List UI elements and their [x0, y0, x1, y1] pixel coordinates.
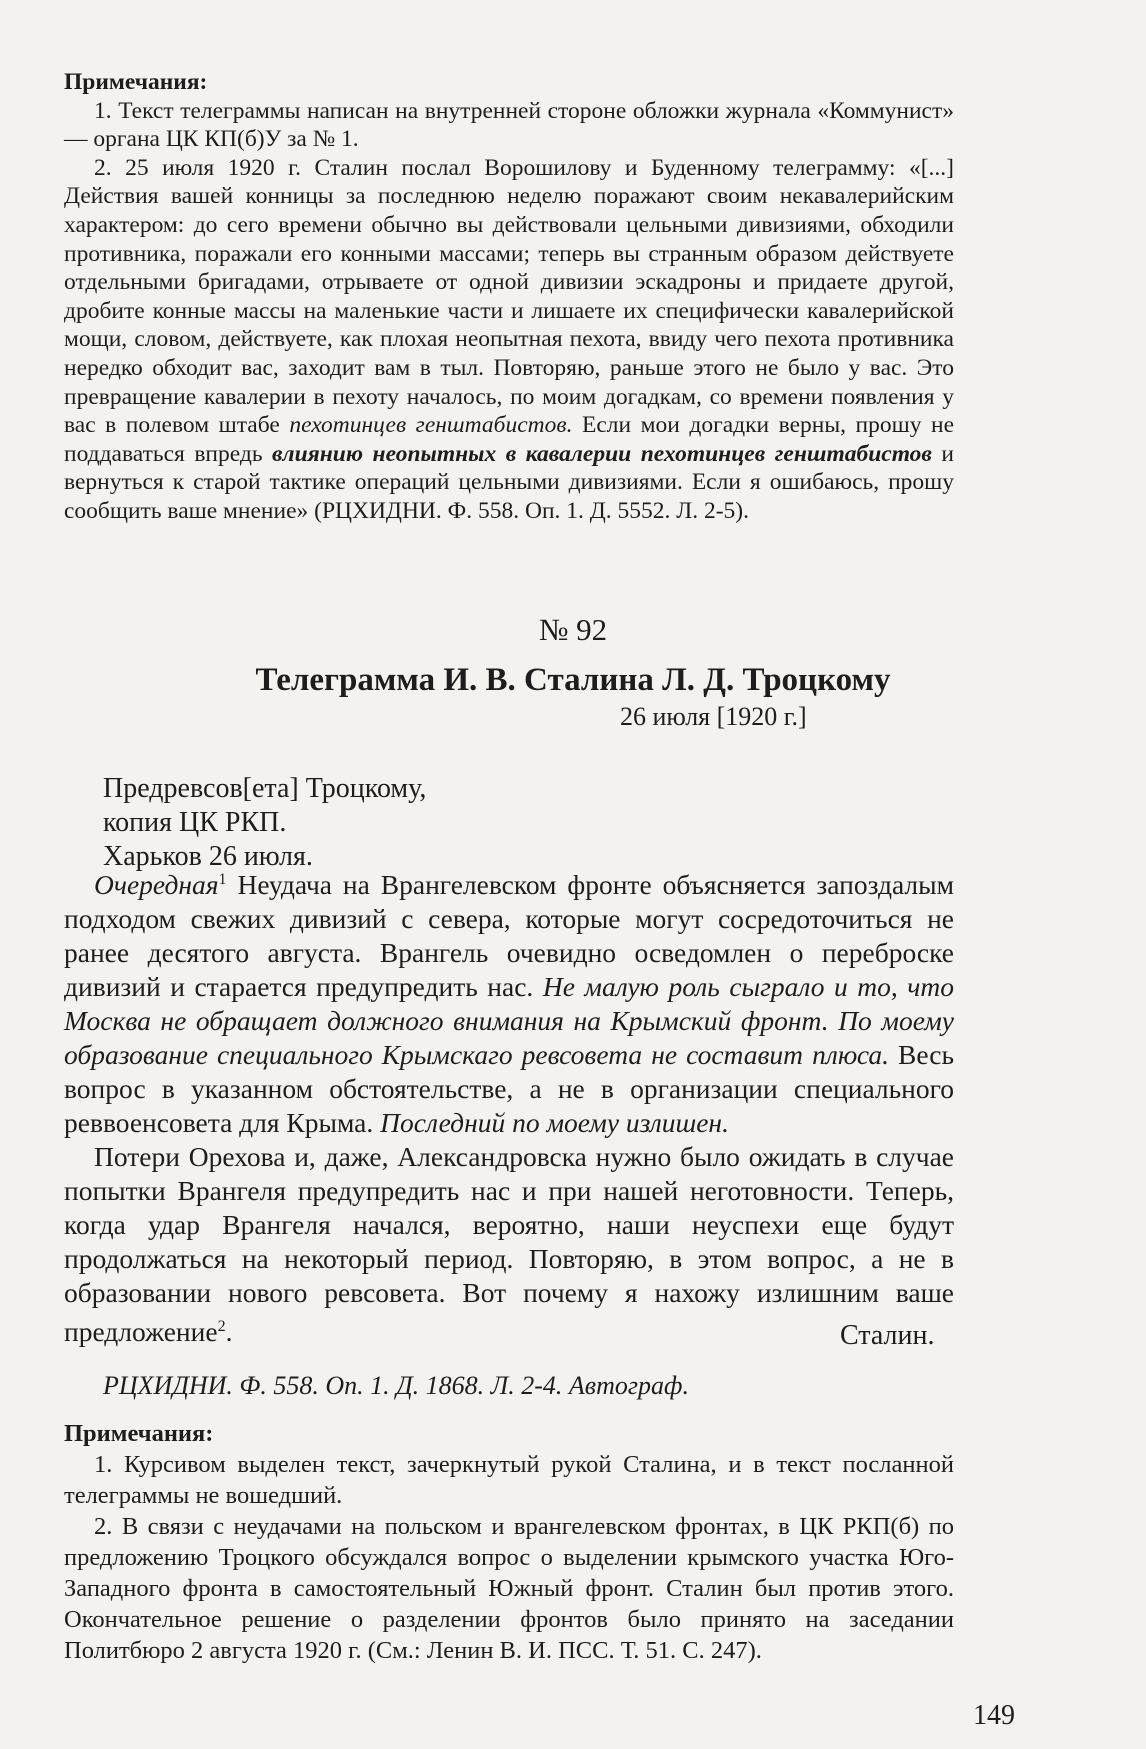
- document-number: № 92: [538, 612, 608, 647]
- document-date: 26 июля [1920 г.]: [620, 702, 807, 731]
- struck-word: Очередная: [94, 869, 219, 901]
- note-bottom-2: 2. В связи с неудачами на польском и врангелевском фронтах, в ЦК РКП(б) по предложению Троцкого обсуждался вопрос о выделении крымского участка Юго-Западного фронта в самостоятельный Южный фронт. Сталин был против этого. Окончательное решение о разделении фронтов было принято на заседании Политбюро 2 августа 1920 г. (См.: Ленин В. И. ПСС. Т. 51. С. 247).: [64, 1513, 954, 1664]
- copy-to: копия ЦК РКП.: [103, 807, 287, 838]
- p1-text: Неудача на Врангелевском фронте объясняется запоздалым подходом свежих дивизий с севера, которые могут сосредоточиться не ранее десятого августа. Врангель очевидно осведомлен о переброске дивизий и старается предупредить нас.: [64, 869, 954, 1003]
- note-2-text: 2. 25 июля 1920 г. Сталин послал Ворошилову и Буденному телеграмму: «[...] Действия вашей конницы за последнюю неделю поражают своим некавалерийским характером: до сего времени обычно вы действовали цельными дивизиями, обходили противника, поражали его конными массами; теперь вы странным образом действуете отдельными бригадами, отрываете от одной дивизии эскадроны и придаете другой, дробите конные массы на маленькие части и лишаете их специфически кавалерийской мощи, словом, действуете, как плохая неопытная пехота, ввиду чего пехота противника нередко обходит вас, заходит вам в тыл. Повторяю, раньше этого не было у вас. Это превращение кавалерии в пехоту началось, по моим догадкам, со времени появления у вас в полевом штабе: [64, 154, 954, 439]
- note-2-tail: и вернуться к старой тактике операций цельными дивизиями. Если я ошибаюсь, прошу сообщить ваше мнение» (РЦХИДНИ. Ф. 558. Оп. 1. Д. 5552. Л. 2-5).: [64, 440, 954, 524]
- note-2-italic-2: влиянию неопытных в кавалерии пехотинцев генштабистов: [272, 440, 932, 467]
- page-number: 149: [973, 1700, 1015, 1731]
- p1-struck-text-2: Последний по моему излишен.: [380, 1107, 729, 1139]
- note-bottom-1: 1. Курсивом выделен текст, зачеркнутый рукой Сталина, и в текст посланной телеграммы не вошедший.: [64, 1451, 954, 1509]
- notes-bottom-heading: Примечания:: [64, 1420, 214, 1447]
- notes-top: [64, 68, 954, 526]
- notes-top-heading: Примечания:: [64, 69, 208, 95]
- footnote-ref-1: 1: [218, 871, 227, 888]
- note-2: [64, 154, 954, 526]
- telegram-paragraph-2: [64, 1140, 954, 1349]
- notes-bottom: [64, 1418, 954, 1666]
- p2-end: .: [225, 1316, 233, 1348]
- document-title: Телеграмма И. В. Сталина Л. Д. Троцкому: [255, 662, 891, 698]
- signature: Сталин.: [840, 1320, 935, 1351]
- footnote-ref-2: 2: [217, 1318, 226, 1336]
- p1-struck-text: Не малую роль сыграло и то, что Москва не обращает должного внимания на Крымский фронт. По моему образование специального Крымскаго ревсовета не составит плюса.: [64, 971, 954, 1071]
- telegram-body: [64, 863, 954, 1349]
- note-1: 1. Текст телеграммы написан на внутренней стороне обложки журнала «Коммунист» — органа ЦК КП(б)У за № 1.: [64, 97, 954, 153]
- telegram-paragraph-1: [64, 863, 954, 1140]
- place-date: Харьков 26 июля.: [103, 841, 313, 872]
- p1-text-2: Весь вопрос в указанном обстоятельстве, а не в организации специального реввоенсовета для Крыма.: [64, 1039, 954, 1139]
- note-2-mid: Если мои догадки верны, прошу не поддаваться впредь: [64, 412, 954, 467]
- p2-text: Потери Орехова и, даже, Александровска нужно было ожидать в случае попытки Врангеля предупредить нас и при нашей неготовности. Теперь, когда удар Врангеля начался, вероятно, наши неуспехи еще будут продолжаться на некоторый период. Повторяю, в этом вопрос, а не в образовании нового ревсовета. Вот почему я нахожу излишним ваше предложение: [64, 1141, 954, 1348]
- archive-source: РЦХИДНИ. Ф. 558. Оп. 1. Д. 1868. Л. 2-4. Автограф.: [103, 1371, 689, 1400]
- note-2-italic-1: пехотинцев генштабистов.: [289, 412, 573, 439]
- addressee: Предревсов[ета] Троцкому,: [103, 773, 427, 804]
